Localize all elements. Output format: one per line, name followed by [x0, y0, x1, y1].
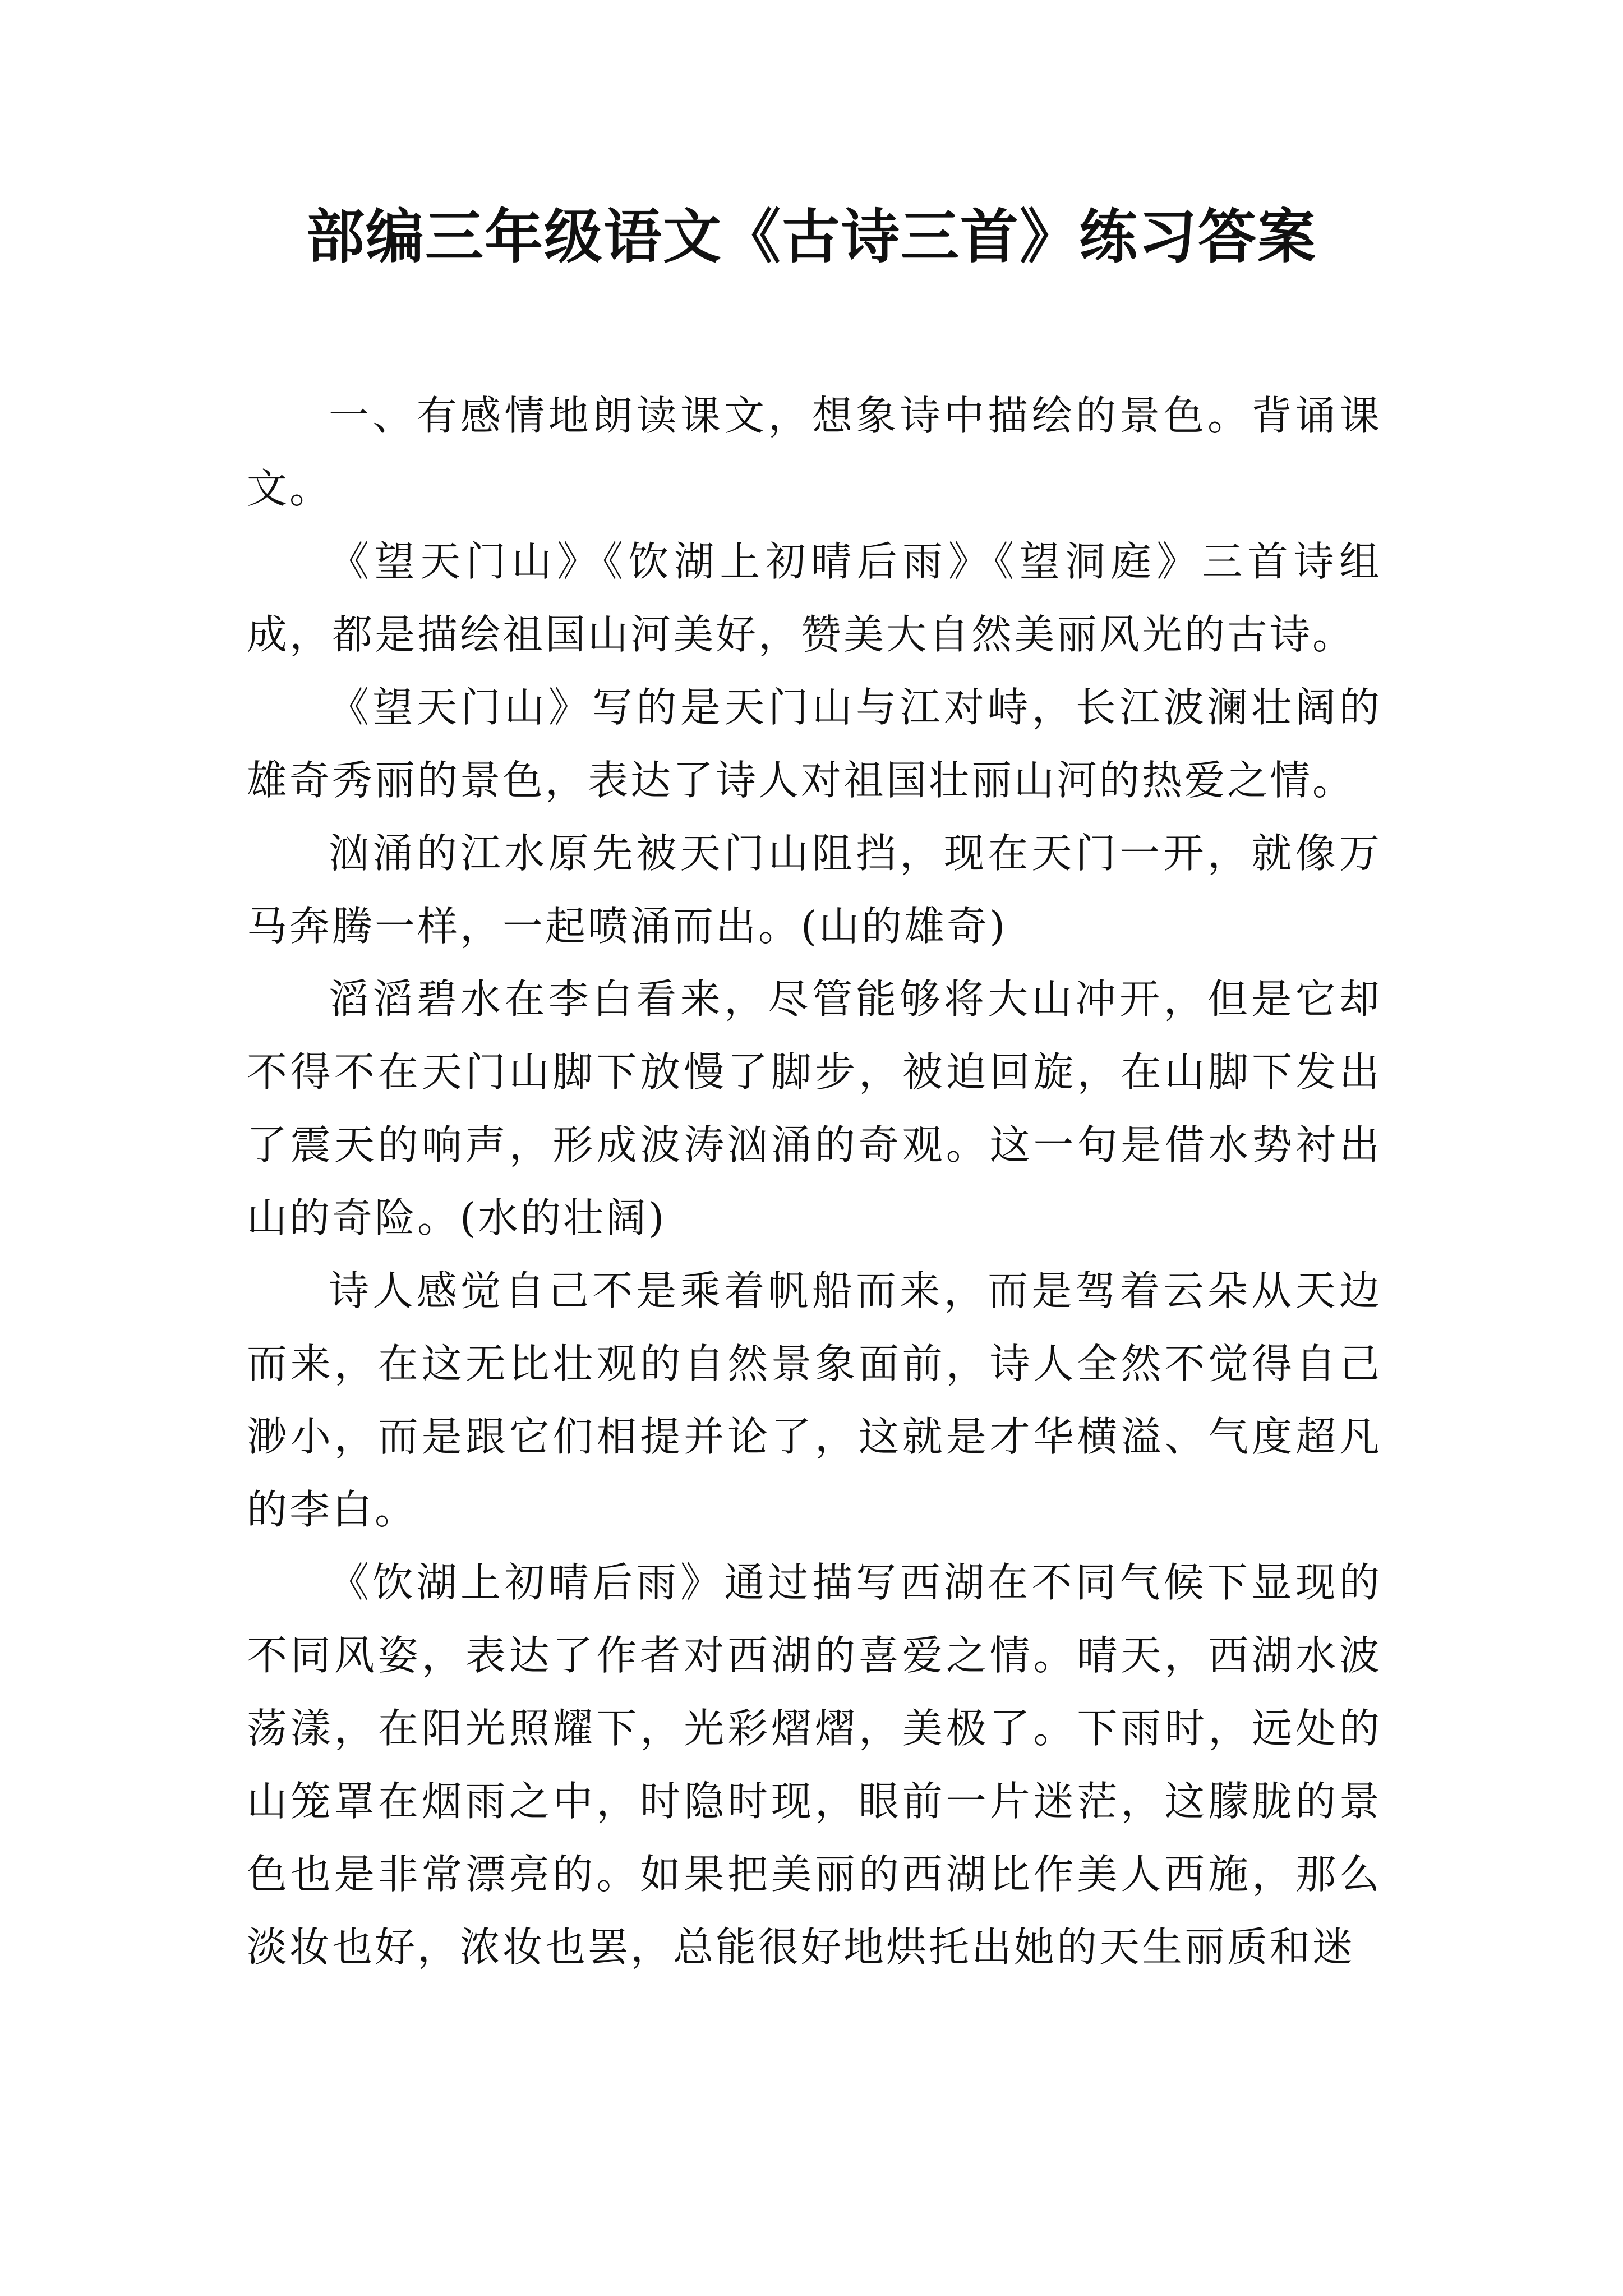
paragraph-poet-li-bai: 诗人感觉自己不是乘着帆船而来，而是驾着云朵从天边而来，在这无比壮观的自然景象面前，诗人全然不觉得自己渺小，而是跟它们相提并论了，这就是才华横溢、气度超凡的李白。: [247, 1267, 1382, 1533]
paragraph-poems-overview: 《望天门山》《饮湖上初晴后雨》《望洞庭》三首诗组成，都是描绘祖国山河美好，赞美大自然美丽风光的古诗。: [247, 538, 1382, 658]
paragraph-mountain-majesty: 汹涌的江水原先被天门山阻挡，现在天门一开，就像万马奔腾一样，一起喷涌而出。(山的雄奇): [247, 830, 1382, 950]
paragraph-west-lake: 《饮湖上初晴后雨》通过描写西湖在不同气候下显现的不同风姿，表达了作者对西湖的喜爱之情。晴天，西湖水波荡漾，在阳光照耀下，光彩熠熠，美极了。下雨时，远处的山笼罩在烟雨之中，时隐时现，眼前一片迷茫，这朦胧的景色也是非常漂亮的。如果把美丽的西湖比作美人西施，那么淡妆也好，浓妆也罢，总能很好地烘托出她的天生丽质和迷: [247, 1559, 1382, 1971]
paragraph-water-grandeur: 滔滔碧水在李白看来，尽管能够将大山冲开，但是它却不得不在天门山脚下放慢了脚步，被迫回旋，在山脚下发出了震天的响声，形成波涛汹涌的奇观。这一句是借水势衬出山的奇险。(水的壮阔): [247, 976, 1382, 1241]
paragraph-recite-instruction: 一、有感情地朗读课文，想象诗中描绘的景色。背诵课文。: [247, 392, 1382, 512]
page-title: 部编三年级语文《古诗三首》练习答案: [306, 202, 1317, 271]
document-body: [247, 379, 1382, 1984]
paragraph-tianmenshan-summary: 《望天门山》写的是天门山与江对峙，长江波澜壮阔的雄奇秀丽的景色，表达了诗人对祖国壮丽山河的热爱之情。: [247, 684, 1382, 804]
